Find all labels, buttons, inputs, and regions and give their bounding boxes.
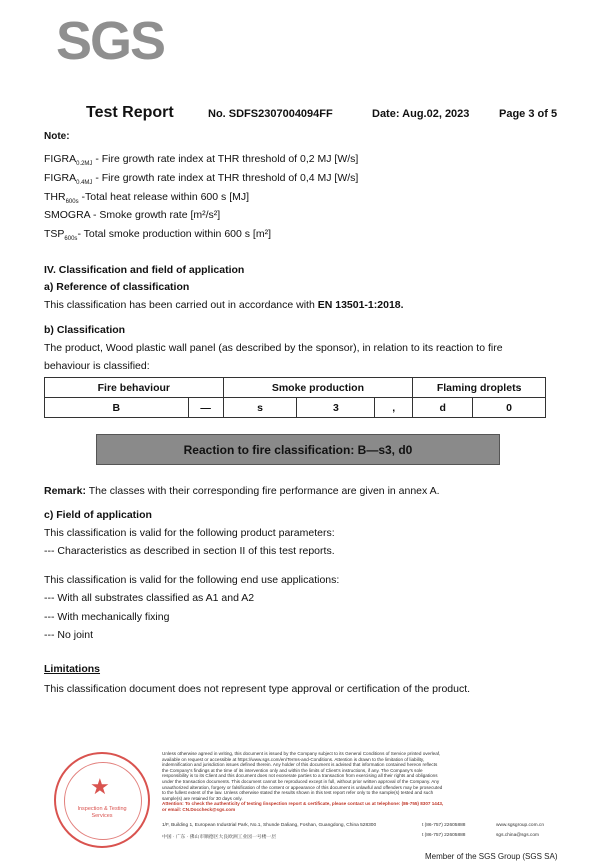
report-title: Test Report: [86, 104, 174, 121]
report-number: No. SDFS2307004094FF: [208, 108, 333, 120]
table-header-row: [45, 378, 546, 398]
table-value-row: [45, 398, 546, 418]
classification-banner: Reaction to fire classification: B—s3, d0: [96, 434, 500, 465]
star-icon: ★: [90, 774, 110, 799]
page-indicator: Page 3 of 5: [499, 108, 558, 120]
list-item: --- No joint: [44, 629, 94, 641]
sgs-logo: SGS: [56, 11, 165, 71]
section-b-text-2: behaviour is classified:: [44, 360, 150, 372]
member-line: Member of the SGS Group (SGS SA): [425, 852, 558, 861]
section-c-p1-item: --- Characteristics as described in section II of this test reports.: [44, 545, 335, 557]
cell-dash: —: [188, 398, 223, 418]
footer-web-link[interactable]: www.sgsgroup.com.cn: [496, 823, 544, 828]
limitations-heading: Limitations: [44, 663, 101, 675]
report-date: Date: Aug.02, 2023: [372, 108, 470, 120]
definition-smogra: SMOGRA - Smoke growth rate [m²/s²]: [44, 209, 221, 221]
footer-fine-print: Unless otherwise agreed in writing, this document is issued by the Company subject to its General Conditions of Service printed overleaf, available on request or accessible at https://www.sgs.com/en/Terms-and-Conditions. Attention is drawn to the limitation of liability, indemnification and jurisdiction issues defined therein. Any holder of this document is advised that information contained hereon reflects the Company's findings at the time of its intervention only and within the limits of Client's instructions, if any. The Company's sole responsibility is to its Client and this document does not exonerate parties to a transaction from exercising all their rights and obligations under the transaction documents. This document cannot be reproduced except in full, without prior written approval of the Company. Any unauthorized alteration, forgery or falsification of the content or appearance of this document is unlawful and offenders may be prosecuted to the fullest extent of the law. Unless otherwise stated the results shown in this test report refer only to the sample(s) tested and such sample(s) are retained for 30 days only. Attention: To check the authenticity of testing /inspection report & certificate, please contact us at telephone: (86-755) 8307 1443, or email: CN.Doccheck@sgs.com: [162, 751, 444, 812]
cell-droplets-value: 0: [473, 398, 546, 418]
footer-email-link[interactable]: sgs.china@sgs.com: [496, 833, 539, 838]
list-item: --- With mechanically fixing: [44, 611, 170, 623]
header-flaming-droplets: Flaming droplets: [413, 378, 546, 398]
section-c-heading: c) Field of application: [44, 509, 152, 521]
limitations-text: This classification document does not represent type approval or certification of the product.: [44, 683, 471, 695]
section-c-p2: This classification is valid for the following end use applications:: [44, 574, 340, 586]
definition-tsp: $TSP_{600s}-$ Total smoke production within 600 s [m²]: [44, 228, 271, 243]
section-iv-heading: IV. Classification and field of application: [44, 264, 245, 276]
note-label: Note:: [44, 131, 70, 142]
remark: Remark: The classes with their corresponding fire performance are given in annex A.: [44, 485, 440, 497]
cell-fire-class: B: [45, 398, 189, 418]
definition-figra-02: $FIGRA_{0.2MJ}$ - Fire growth rate index at THR threshold of 0,2 MJ [W/s]: [44, 153, 359, 168]
classification-table: [44, 377, 546, 418]
footer-phone-2: t (86-757) 22605888: [422, 833, 466, 838]
section-a-heading: a) Reference of classification: [44, 281, 190, 293]
cell-comma: ,: [375, 398, 413, 418]
cell-smoke-value: 3: [297, 398, 375, 418]
section-b-text-1: The product, Wood plastic wall panel (as described by the sponsor), in relation to its reaction to fire: [44, 342, 503, 354]
company-seal: [54, 752, 150, 848]
section-a-text: This classification has been carried out in accordance with EN 13501-1:2018.: [44, 299, 404, 311]
list-item: --- With all substrates classified as A1 and A2: [44, 592, 255, 604]
section-b-heading: b) Classification: [44, 324, 126, 336]
seal-text: Inspection & Testing Services: [77, 806, 127, 819]
footer-address-en: 1/F, Building 1, European Industrial Park, No.1, Shunde Daliang, Foshan, Guangdong, China 528300: [162, 823, 377, 828]
header-fire-behaviour: Fire behaviour: [45, 378, 224, 398]
header-smoke-production: Smoke production: [223, 378, 413, 398]
section-c-p1: This classification is valid for the following product parameters:: [44, 527, 335, 539]
footer-phone-1: t (86-757) 22605888: [422, 823, 466, 828]
definition-thr: $THR_{600s}$ -Total heat release within 600 s [MJ]: [44, 191, 250, 206]
cell-smoke-letter: s: [223, 398, 297, 418]
footer-address-cn: 中国 · 广东 · 佛山市顺德区大良欧洲工业园一号楼一层: [162, 835, 277, 840]
definition-figra-04: $FIGRA_{0.4MJ}$ - Fire growth rate index at THR threshold of 0,4 MJ [W/s]: [44, 172, 359, 187]
cell-droplets-letter: d: [413, 398, 473, 418]
